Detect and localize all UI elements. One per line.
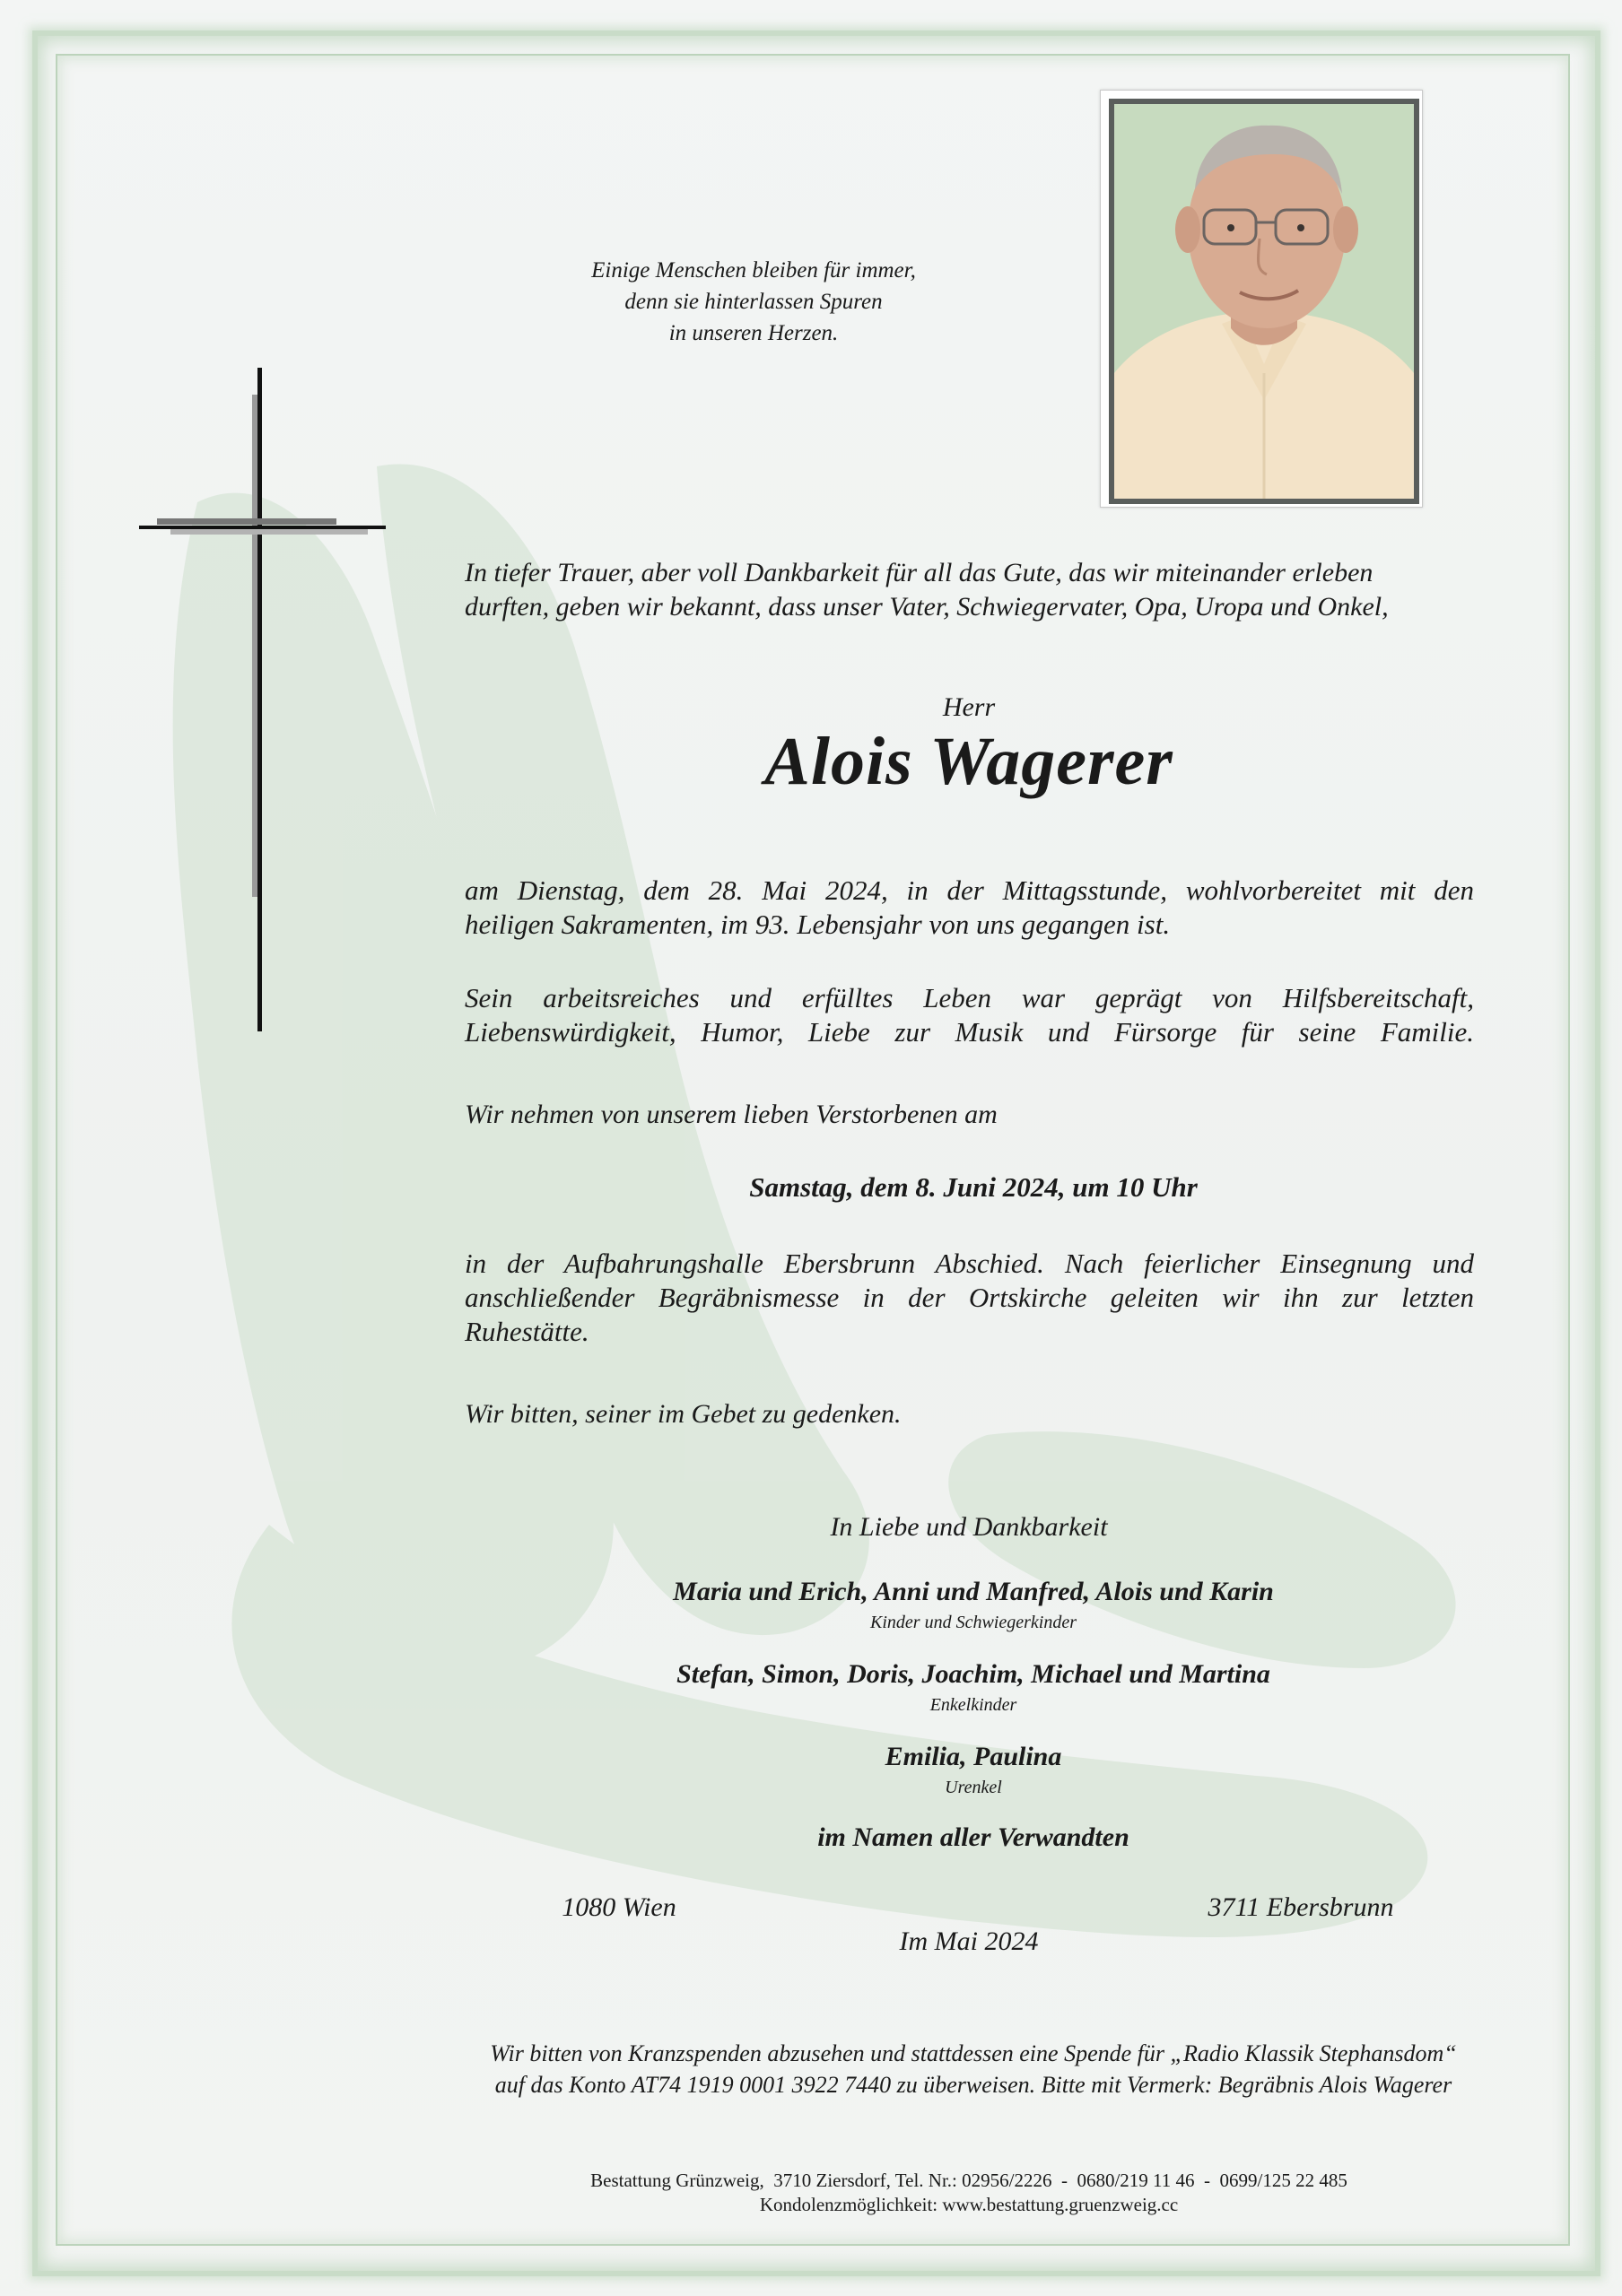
intro-paragraph — [465, 556, 1474, 624]
mourner-relation: Kinder und Schwiegerkinder — [870, 1613, 1077, 1632]
place-right: 3711 Ebersbrunn — [1208, 1892, 1394, 1922]
undertaker-footer — [467, 2169, 1471, 2217]
portrait-frame — [1100, 90, 1423, 508]
footer-condolence[interactable]: Kondolenzmöglichkeit: www.bestattung.gruenzweig.cc — [759, 2194, 1179, 2215]
mourners-closing: im Namen aller Verwandten — [817, 1822, 1129, 1852]
quote-line-1: Einige Menschen bleiben für immer, — [591, 258, 916, 283]
donation-line-1: Wir bitten von Kranzspenden abzusehen und stattdessen eine Spende für „Radio Klassik Stephansdom“ — [490, 2040, 1457, 2066]
life-line-1: Sein arbeitsreiches und erfülltes Leben war geprägt von Hilfsbereitschaft, — [465, 982, 1474, 1013]
mourners-heading: In Liebe und Dankbarkeit — [830, 1512, 1108, 1542]
portrait-illustration — [1114, 104, 1414, 499]
quote-line-3: in unseren Herzen. — [668, 321, 839, 345]
place-left: 1080 Wien — [562, 1892, 676, 1922]
donation-note — [377, 2038, 1570, 2100]
ceremony-paragraph — [465, 1247, 1474, 1349]
ceremony-line-3: Ruhestätte. — [465, 1316, 589, 1347]
intro-line-2: durften, geben wir bekannt, dass unser Vater, Schwiegervater, Opa, Uropa und Onkel, — [465, 592, 1389, 622]
death-line-1: am Dienstag, dem 28. Mai 2024, in der Mittagsstunde, wohlvorbereitet mit den — [465, 874, 1474, 906]
mourner-names: Emilia, Paulina — [885, 1742, 1062, 1771]
death-line-2: heiligen Sakramenten, im 93. Lebensjahr von uns gegangen ist. — [465, 909, 1171, 940]
ceremony-line-2: anschließender Begräbnismesse in der Ortskirche geleiten wir ihn zur letzten — [465, 1282, 1474, 1313]
donation-line-2: auf das Konto AT74 1919 0001 3922 7440 zu überweisen. Bitte mit Vermerk: Begräbnis Alois Wagerer — [494, 2072, 1452, 2098]
quote-line-2: denn sie hinterlassen Spuren — [624, 290, 883, 314]
funeral-date: Samstag, dem 8. Juni 2024, um 10 Uhr — [749, 1171, 1198, 1203]
cross-icon — [135, 368, 395, 1031]
mourner-names: Maria und Erich, Anni und Manfred, Alois und Karin — [673, 1577, 1274, 1606]
notice-date: Im Mai 2024 — [899, 1926, 1039, 1956]
salutation: Herr — [942, 692, 996, 722]
intro-line-1: In tiefer Trauer, aber voll Dankbarkeit für all das Gute, das wir miteinander erleben — [465, 558, 1373, 587]
mourner-names: Stefan, Simon, Doris, Joachim, Michael und Martina — [676, 1659, 1270, 1689]
portrait-photo — [1109, 99, 1419, 504]
mourner-relation: Urenkel — [945, 1778, 1002, 1797]
mourner-relation: Enkelkinder — [929, 1695, 1017, 1715]
deceased-name: Alois Wagerer — [764, 724, 1173, 799]
farewell-intro: Wir nehmen von unserem lieben Verstorbenen am — [465, 1100, 998, 1129]
life-line-2: Liebenswürdigkeit, Humor, Liebe zur Musik und Fürsorge für seine Familie. — [465, 1016, 1474, 1048]
memorial-quote — [502, 255, 1005, 349]
death-paragraph — [465, 874, 1474, 942]
footer-contact: Bestattung Grünzweig, 3710 Ziersdorf, Tel. Nr.: 02956/2226 - 0680/219 11 46 - 0699/125 22 485 — [590, 2170, 1347, 2191]
ceremony-line-1: in der Aufbahrungshalle Ebersbrunn Abschied. Nach feierlicher Einsegnung und — [465, 1248, 1474, 1279]
life-paragraph — [465, 981, 1474, 1049]
prayer-request: Wir bitten, seiner im Gebet zu gedenken. — [465, 1399, 902, 1429]
